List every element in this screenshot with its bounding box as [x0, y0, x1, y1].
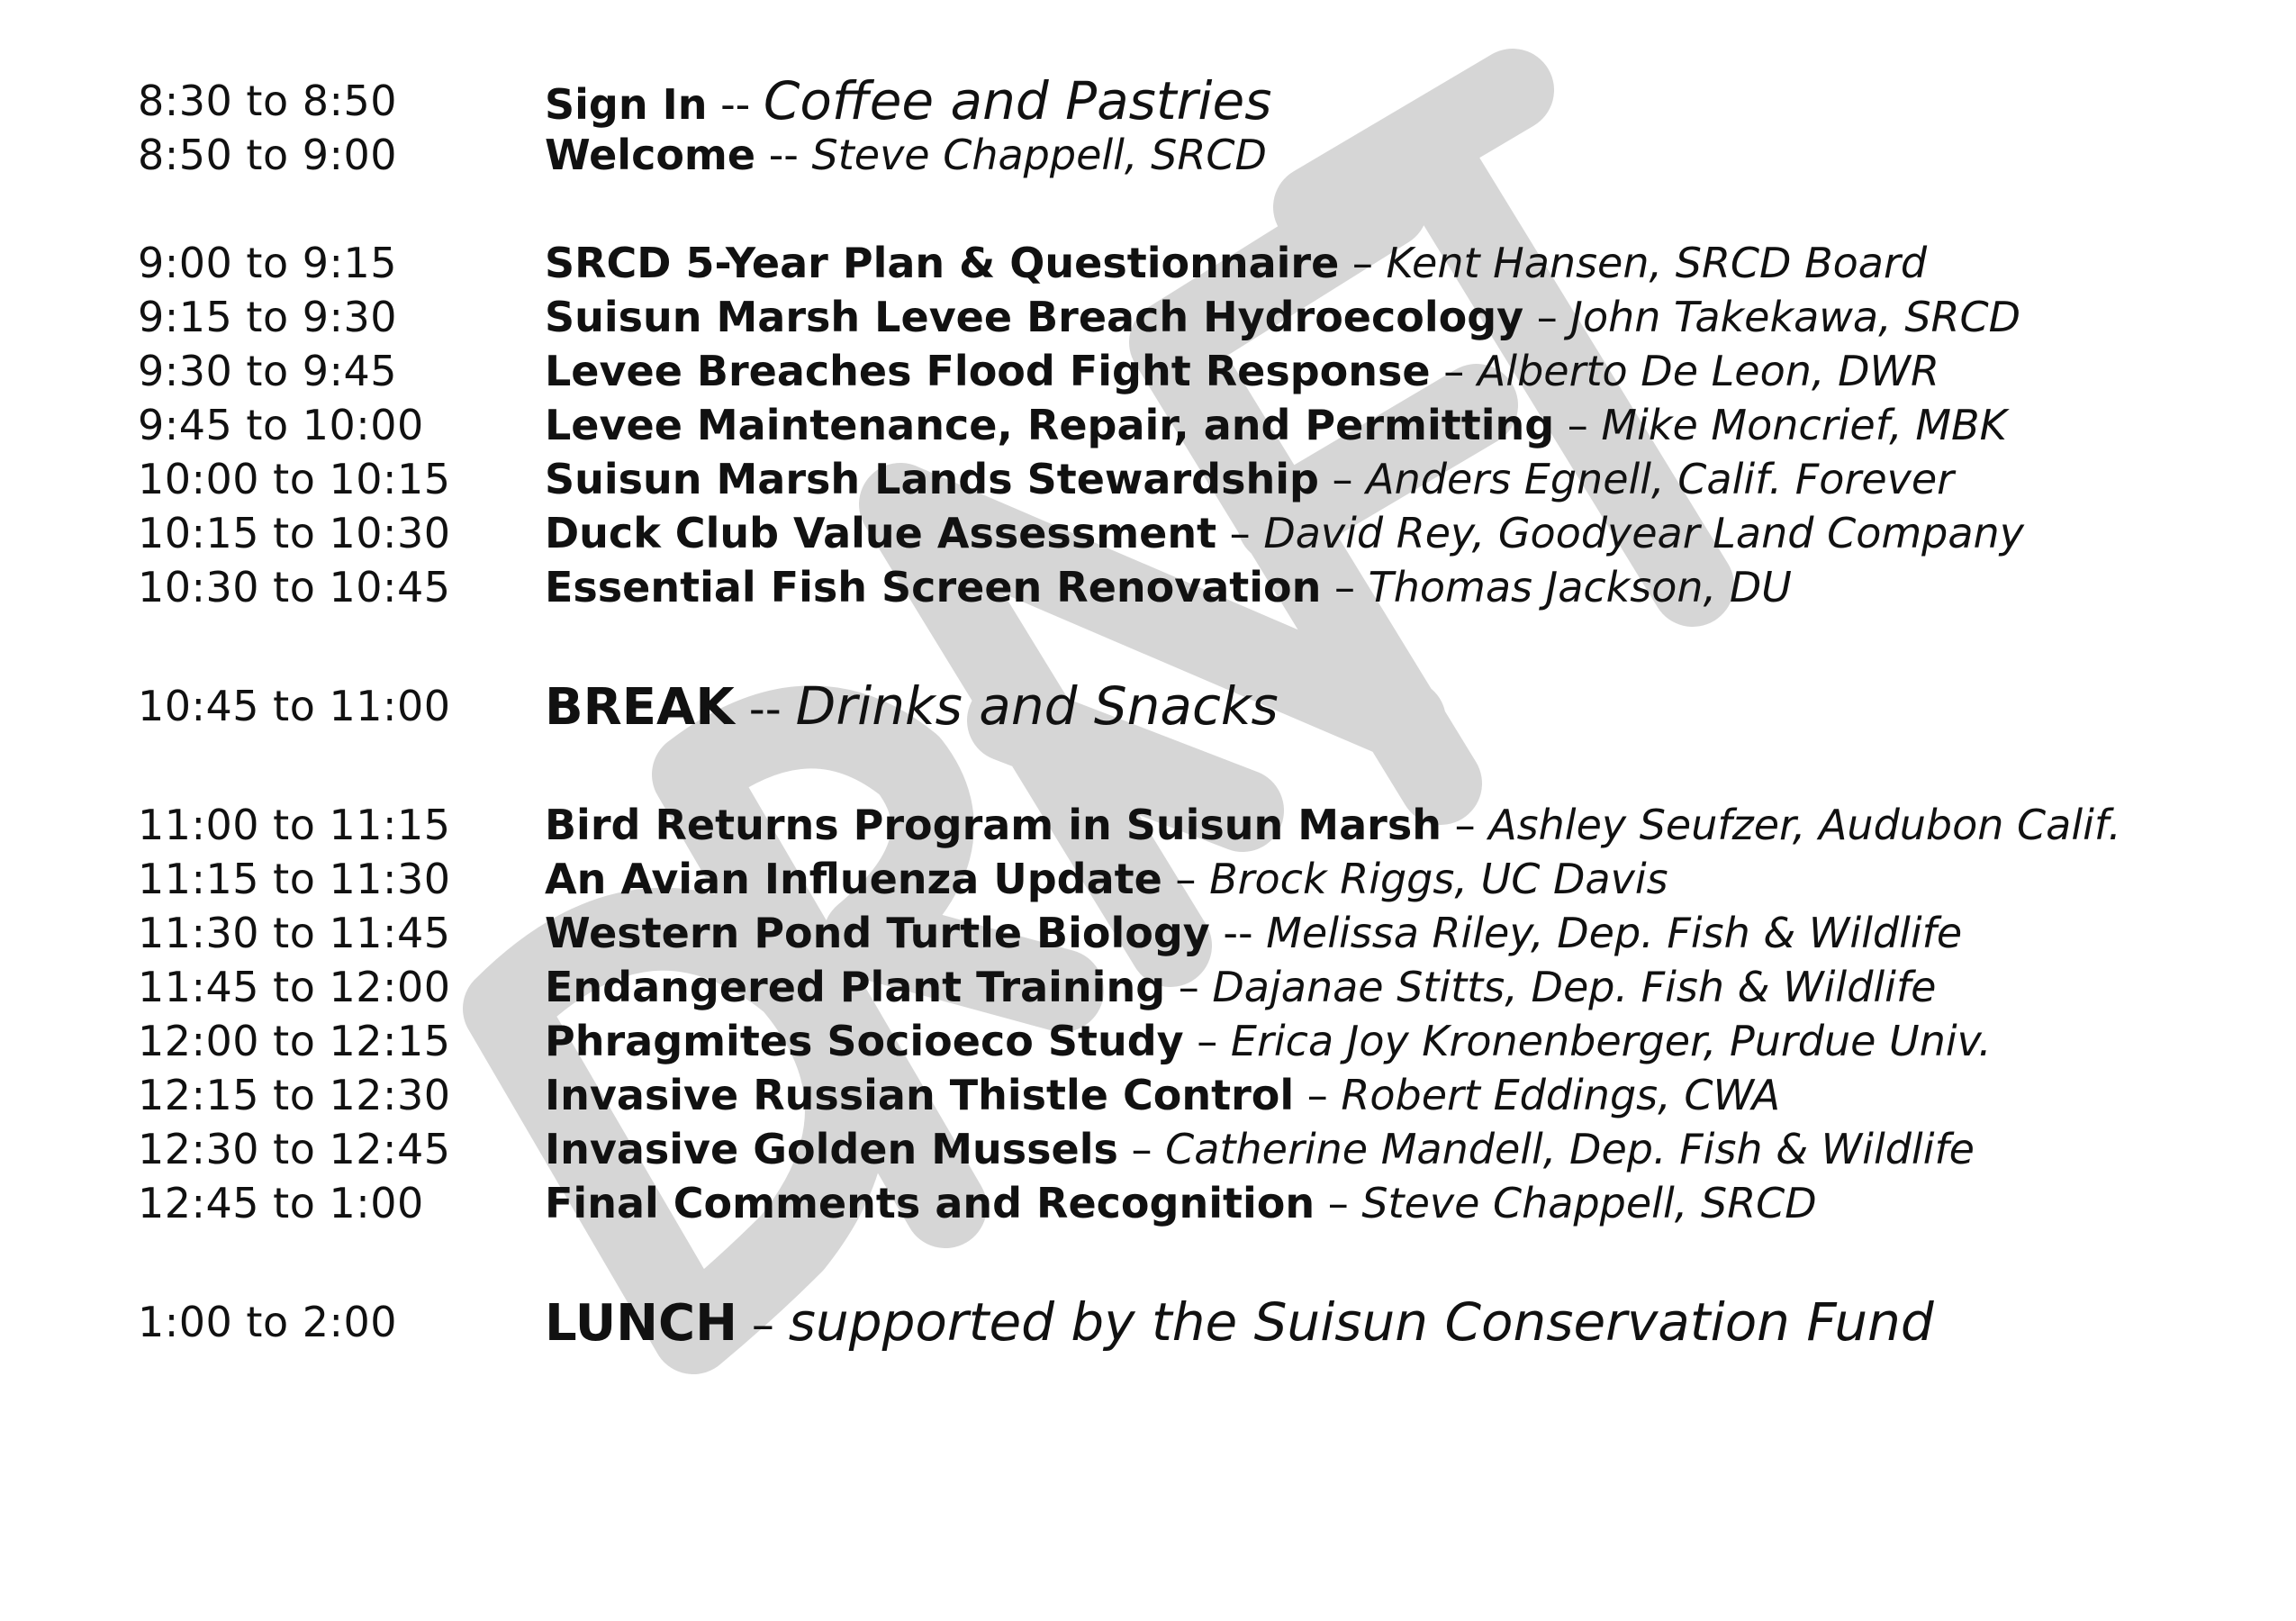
agenda-row	[138, 852, 2263, 906]
session-time: 9:45 to 10:00	[138, 401, 424, 449]
agenda-row	[138, 906, 2263, 960]
session-separator: –	[1216, 509, 1264, 557]
session-content	[545, 1122, 1975, 1176]
session-content	[545, 128, 1267, 182]
agenda-row	[138, 1014, 2263, 1068]
session-speaker: Drinks and Snacks	[795, 675, 1279, 737]
session-time: 8:30 to 8:50	[138, 77, 398, 125]
session-speaker: Coffee and Pastries	[763, 70, 1272, 131]
session-time: 9:15 to 9:30	[138, 293, 398, 341]
agenda-row	[138, 290, 2263, 344]
session-separator: –	[1165, 963, 1213, 1011]
session-time: 12:15 to 12:30	[138, 1071, 451, 1119]
lunch-row	[138, 1284, 2263, 1360]
session-time: 10:15 to 10:30	[138, 509, 451, 557]
agenda-row	[138, 344, 2263, 398]
session-content	[545, 1014, 1992, 1068]
session-title: Suisun Marsh Lands Stewardship	[545, 455, 1319, 503]
session-content	[545, 398, 2007, 452]
session-speaker: Erica Joy Kronenberger, Purdue Univ.	[1230, 1017, 1992, 1065]
session-speaker: David Rey, Goodyear Land Company	[1263, 509, 2024, 557]
session-content	[545, 906, 1962, 960]
session-title: Bird Returns Program in Suisun Marsh	[545, 801, 1442, 849]
session-speaker: John Takekawa, SRCD	[1570, 293, 2021, 341]
session-separator: --	[1209, 909, 1267, 957]
agenda-row	[138, 70, 2263, 131]
session-content	[545, 236, 1927, 290]
agenda-list	[138, 70, 2263, 1360]
session-speaker: Kent Hansen, SRCD Board	[1386, 239, 1928, 287]
session-content	[545, 960, 1936, 1014]
session-separator: –	[1183, 1017, 1231, 1065]
agenda-row	[138, 398, 2263, 452]
session-title: Endangered Plant Training	[545, 963, 1166, 1011]
session-content	[545, 452, 1954, 506]
session-separator: –	[1318, 455, 1367, 503]
agenda-row	[138, 1122, 2263, 1176]
session-time: 9:00 to 9:15	[138, 239, 398, 287]
session-speaker: Catherine Mandell, Dep. Fish & Wildlife	[1165, 1125, 1975, 1173]
session-title: Levee Maintenance, Repair, and Permitting	[545, 401, 1555, 449]
session-content	[545, 70, 1272, 131]
session-title: Essential Fish Screen Renovation	[545, 563, 1322, 611]
session-title: Invasive Russian Thistle Control	[545, 1071, 1295, 1119]
session-content	[545, 852, 1668, 906]
session-time: 10:00 to 10:15	[138, 455, 451, 503]
session-title: Sign In	[545, 80, 708, 129]
session-title: Final Comments and Recognition	[545, 1179, 1315, 1227]
agenda-row	[138, 506, 2263, 560]
session-content	[545, 290, 2020, 344]
session-separator: --	[755, 131, 812, 179]
session-speaker: Thomas Jackson, DU	[1368, 563, 1792, 611]
session-separator: –	[1523, 293, 1571, 341]
session-title: Suisun Marsh Levee Breach Hydroecology	[545, 293, 1524, 341]
agenda-row	[138, 128, 2263, 182]
session-separator: –	[1339, 239, 1387, 287]
session-speaker: Brock Riggs, UC Davis	[1209, 855, 1668, 903]
session-title: SRCD 5-Year Plan & Questionnaire	[545, 239, 1340, 287]
session-time: 11:30 to 11:45	[138, 909, 451, 957]
session-separator: --	[707, 80, 764, 129]
session-title: BREAK	[545, 678, 735, 737]
session-title: Duck Club Value Assessment	[545, 509, 1217, 557]
session-time: 10:45 to 11:00	[138, 682, 451, 730]
session-separator: –	[1321, 563, 1369, 611]
session-separator: –	[1430, 347, 1478, 395]
session-content	[545, 798, 2121, 852]
agenda-row	[138, 560, 2263, 614]
session-speaker: Steve Chappell, SRCD	[1361, 1179, 1817, 1227]
session-time: 12:00 to 12:15	[138, 1017, 451, 1065]
session-time: 10:30 to 10:45	[138, 563, 451, 611]
session-speaker: supported by the Suisun Conservation Fund	[788, 1291, 1934, 1353]
session-title: Phragmites Socioeco Study	[545, 1017, 1184, 1065]
session-separator: --	[734, 683, 796, 735]
session-separator: –	[1162, 855, 1210, 903]
agenda-row	[138, 798, 2263, 852]
session-separator: –	[1315, 1179, 1362, 1227]
session-content	[545, 1068, 1780, 1122]
session-title: Invasive Golden Mussels	[545, 1125, 1118, 1173]
session-speaker: Ashley Seufzer, Audubon Calif.	[1488, 801, 2121, 849]
session-content	[545, 344, 1939, 398]
session-time: 11:45 to 12:00	[138, 963, 451, 1011]
agenda-row	[138, 1068, 2263, 1122]
session-separator: –	[1441, 801, 1489, 849]
session-time: 1:00 to 2:00	[138, 1298, 398, 1346]
session-time: 11:00 to 11:15	[138, 801, 451, 849]
session-content	[545, 1176, 1817, 1230]
session-separator: –	[1117, 1125, 1166, 1173]
session-title: Western Pond Turtle Biology	[545, 909, 1210, 957]
agenda-row	[138, 452, 2263, 506]
session-title: An Avian Influenza Update	[545, 855, 1162, 903]
session-speaker: Alberto De Leon, DWR	[1477, 347, 1939, 395]
session-speaker: Melissa Riley, Dep. Fish & Wildlife	[1266, 909, 1963, 957]
agenda-row	[138, 960, 2263, 1014]
session-content	[545, 560, 1792, 614]
session-separator: –	[1554, 401, 1602, 449]
session-time: 8:50 to 9:00	[138, 131, 398, 179]
session-time: 11:15 to 11:30	[138, 855, 451, 903]
break-row	[138, 668, 2263, 744]
session-content	[545, 506, 2024, 560]
session-speaker: Dajanae Stitts, Dep. Fish & Wildlife	[1212, 963, 1937, 1011]
session-content	[545, 668, 1279, 747]
session-speaker: Steve Chappell, SRCD	[811, 131, 1267, 179]
agenda-row	[138, 236, 2263, 290]
session-separator: –	[737, 1299, 789, 1351]
session-title: LUNCH	[545, 1294, 737, 1353]
session-speaker: Anders Egnell, Calif. Forever	[1366, 455, 1955, 503]
session-time: 9:30 to 9:45	[138, 347, 398, 395]
session-title: Levee Breaches Flood Fight Response	[545, 347, 1431, 395]
session-time: 12:45 to 1:00	[138, 1179, 424, 1227]
session-time: 12:30 to 12:45	[138, 1125, 451, 1173]
session-speaker: Robert Eddings, CWA	[1341, 1071, 1781, 1119]
session-title: Welcome	[545, 131, 756, 179]
session-content	[545, 1284, 1934, 1363]
session-speaker: Mike Moncrief, MBK	[1601, 401, 2007, 449]
agenda-row	[138, 1176, 2263, 1230]
session-separator: –	[1294, 1071, 1342, 1119]
